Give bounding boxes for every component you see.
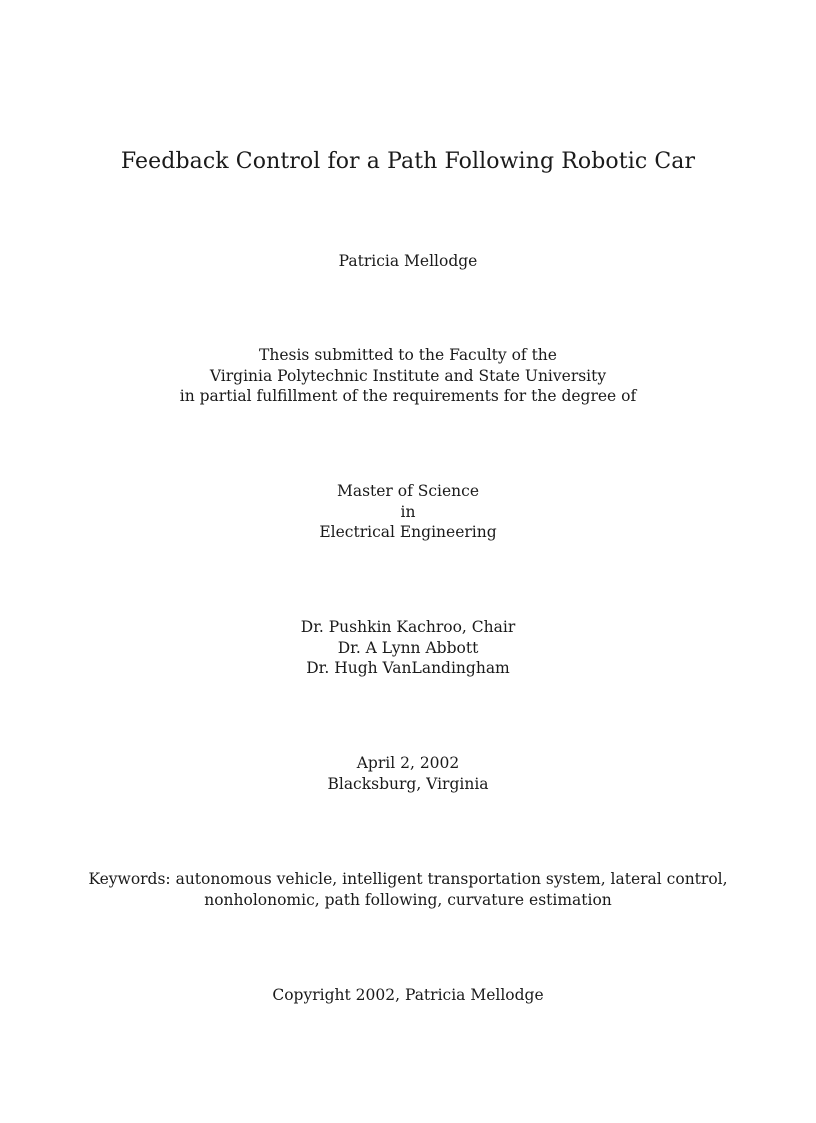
degree-connector: in bbox=[400, 503, 416, 521]
submission-place: Blacksburg, Virginia bbox=[327, 775, 489, 793]
author-name: Patricia Mellodge bbox=[338, 252, 478, 270]
degree-field: Electrical Engineering bbox=[319, 523, 497, 541]
committee-member: Dr. Pushkin Kachroo, Chair bbox=[300, 618, 516, 636]
submission-line: Thesis submitted to the Faculty of the bbox=[259, 346, 557, 364]
copyright-notice: Copyright 2002, Patricia Mellodge bbox=[272, 986, 544, 1004]
submission-line: in partial fulfillment of the requirements for the degree of bbox=[179, 387, 637, 405]
keywords-line: Keywords: autonomous vehicle, intelligent transportation system, lateral control, bbox=[88, 870, 728, 888]
submission-date: April 2, 2002 bbox=[356, 754, 460, 772]
keywords-line: nonholonomic, path following, curvature estimation bbox=[204, 891, 612, 909]
submission-line: Virginia Polytechnic Institute and State University bbox=[209, 367, 607, 385]
thesis-title: Feedback Control for a Path Following Robotic Car bbox=[120, 149, 696, 174]
committee-member: Dr. A Lynn Abbott bbox=[337, 639, 479, 657]
committee-member: Dr. Hugh VanLandingham bbox=[306, 659, 510, 677]
degree-name: Master of Science bbox=[336, 482, 480, 500]
